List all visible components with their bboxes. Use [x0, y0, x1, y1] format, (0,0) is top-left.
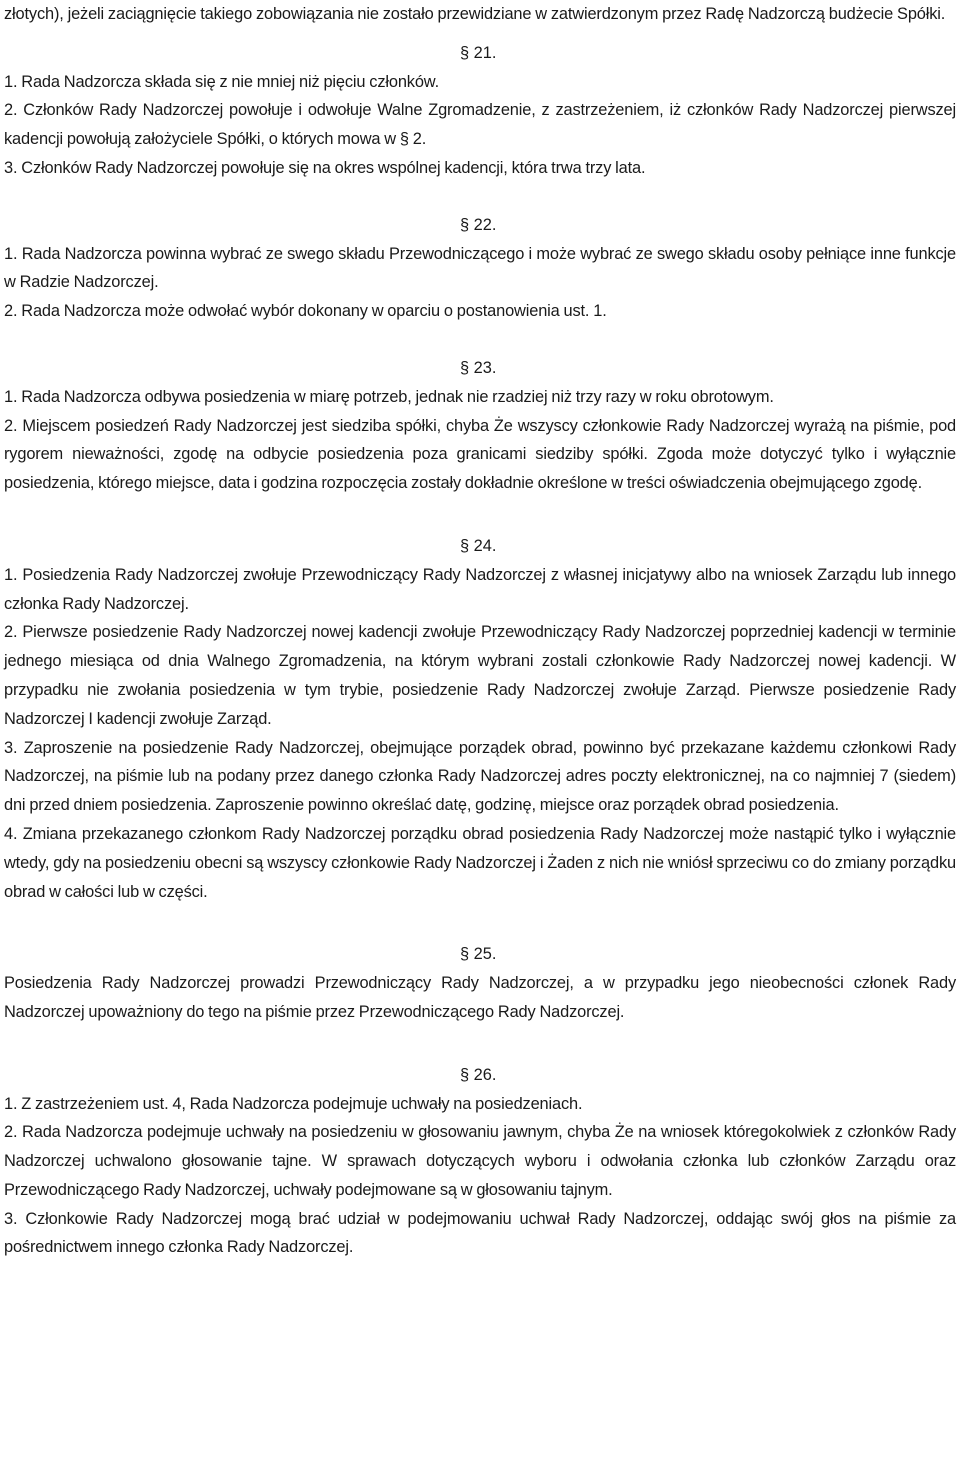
paragraph-24-3: 3. Zaproszenie na posiedzenie Rady Nadzorczej, obejmujące porządek obrad, powinno być przekazane każdemu członkowi Rady Nadzorczej, na piśmie lub na podany przez danego członka Rady Nadzorczej adres poczty elektronicznej, na co najmniej 7 (siedem) dni przed dniem posiedzenia. Zaproszenie powinno określać datę, godzinę, miejsce oraz porządek obrad posiedzenia. — [4, 738, 956, 815]
section-heading-24: § 24. — [460, 536, 497, 555]
document-page — [4, 0, 956, 1262]
section-heading-25: § 25. — [460, 945, 497, 964]
paragraph-23-2: 2. Miejscem posiedzeń Rady Nadzorczej jest siedziba spółki, chyba Że wszyscy członkowie Rady Nadzorczej wyrażą na piśmie, pod rygorem nieważności, zgodę na odbycie posiedzenia poza granicami siedziby spółki. Zgoda może dotyczyć tylko i wyłącznie posiedzenia, którego miejsce, data i godzina rozpoczęcia zostały dokładnie określone w treści oświadczenia obejmującego zgodę. — [4, 416, 956, 493]
paragraph-21-3: 3. Członków Rady Nadzorczej powołuje się na okres wspólnej kadencji, która trwa trzy lata. — [4, 158, 646, 177]
paragraph-24-1: 1. Posiedzenia Rady Nadzorczej zwołuje Przewodniczący Rady Nadzorczej z własnej inicjatywy albo na wniosek Zarządu lub innego członka Rady Nadzorczej. — [4, 565, 956, 613]
paragraph-24-2: 2. Pierwsze posiedzenie Rady Nadzorczej nowej kadencji zwołuje Przewodniczący Rady Nadzorczej poprzedniej kadencji w terminie jednego miesiąca od dnia Walnego Zgromadzenia, na którym wybrani zostali członkowie Rady Nadzorczej nowej kadencji. W przypadku nie zwołania posiedzenia w tym trybie, posiedzenie Rady Nadzorczej zwołuje Zarząd. Pierwsze posiedzenie Rady Nadzorczej I kadencji zwołuje Zarząd. — [4, 623, 956, 728]
section-heading-26: § 26. — [460, 1065, 497, 1084]
section-heading-21: § 21. — [460, 43, 497, 62]
paragraph-22-1: 1. Rada Nadzorcza powinna wybrać ze swego składu Przewodniczącego i może wybrać ze swego składu osoby pełniące inne funkcje w Radzie Nadzorczej. — [4, 244, 956, 292]
paragraph-26-3: 3. Członkowie Rady Nadzorczej mogą brać udział w podejmowaniu uchwał Rady Nadzorczej, oddając swój głos na piśmie za pośrednictwem innego członka Rady Nadzorczej. — [4, 1209, 956, 1257]
paragraph-26-2: 2. Rada Nadzorcza podejmuje uchwały na posiedzeniu w głosowaniu jawnym, chyba Że na wniosek któregokolwiek z członków Rady Nadzorczej uchwalono głosowanie tajne. W sprawach dotyczących wyboru i odwołania członka lub członków Zarządu oraz Przewodniczącego Rady Nadzorczej, uchwały podejmowane są w głosowaniu tajnym. — [4, 1123, 956, 1199]
paragraph-21-2: 2. Członków Rady Nadzorczej powołuje i odwołuje Walne Zgromadzenie, z zastrzeżeniem, iż członków Rady Nadzorczej pierwszej kadencji powołują założyciele Spółki, o których mowa w § 2. — [4, 101, 956, 149]
section-heading-23: § 23. — [460, 358, 497, 377]
intro-paragraph: złotych), jeżeli zaciągnięcie takiego zobowiązania nie zostało przewidziane w zatwierdzonym przez Radę Nadzorczą budżecie Spółki. — [4, 5, 946, 23]
paragraph-21-1: 1. Rada Nadzorcza składa się z nie mniej niż pięciu członków. — [4, 72, 439, 91]
paragraph-25-1: Posiedzenia Rady Nadzorczej prowadzi Przewodniczący Rady Nadzorczej, a w przypadku jego nieobecności członek Rady Nadzorczej upoważniony do tego na piśmie przez Przewodniczącego Rady Nadzorczej. — [4, 974, 956, 1021]
paragraph-22-2: 2. Rada Nadzorcza może odwołać wybór dokonany w oparciu o postanowienia ust. 1. — [4, 302, 607, 321]
paragraph-26-1: 1. Z zastrzeżeniem ust. 4, Rada Nadzorcza podejmuje uchwały na posiedzeniach. — [4, 1094, 583, 1113]
paragraph-24-4: 4. Zmiana przekazanego członkom Rady Nadzorczej porządku obrad posiedzenia Rady Nadzorczej może nastąpić tylko i wyłącznie wtedy, gdy na posiedzeniu obecni są wszyscy członkowie Rady Nadzorczej i Żaden z nich nie wniósł sprzeciwu co do zmiany porządku obrad w całości lub w części. — [4, 824, 956, 901]
paragraph-23-1: 1. Rada Nadzorcza odbywa posiedzenia w miarę potrzeb, jednak nie rzadziej niż trzy razy w roku obrotowym. — [4, 387, 774, 406]
section-heading-22: § 22. — [460, 215, 497, 234]
